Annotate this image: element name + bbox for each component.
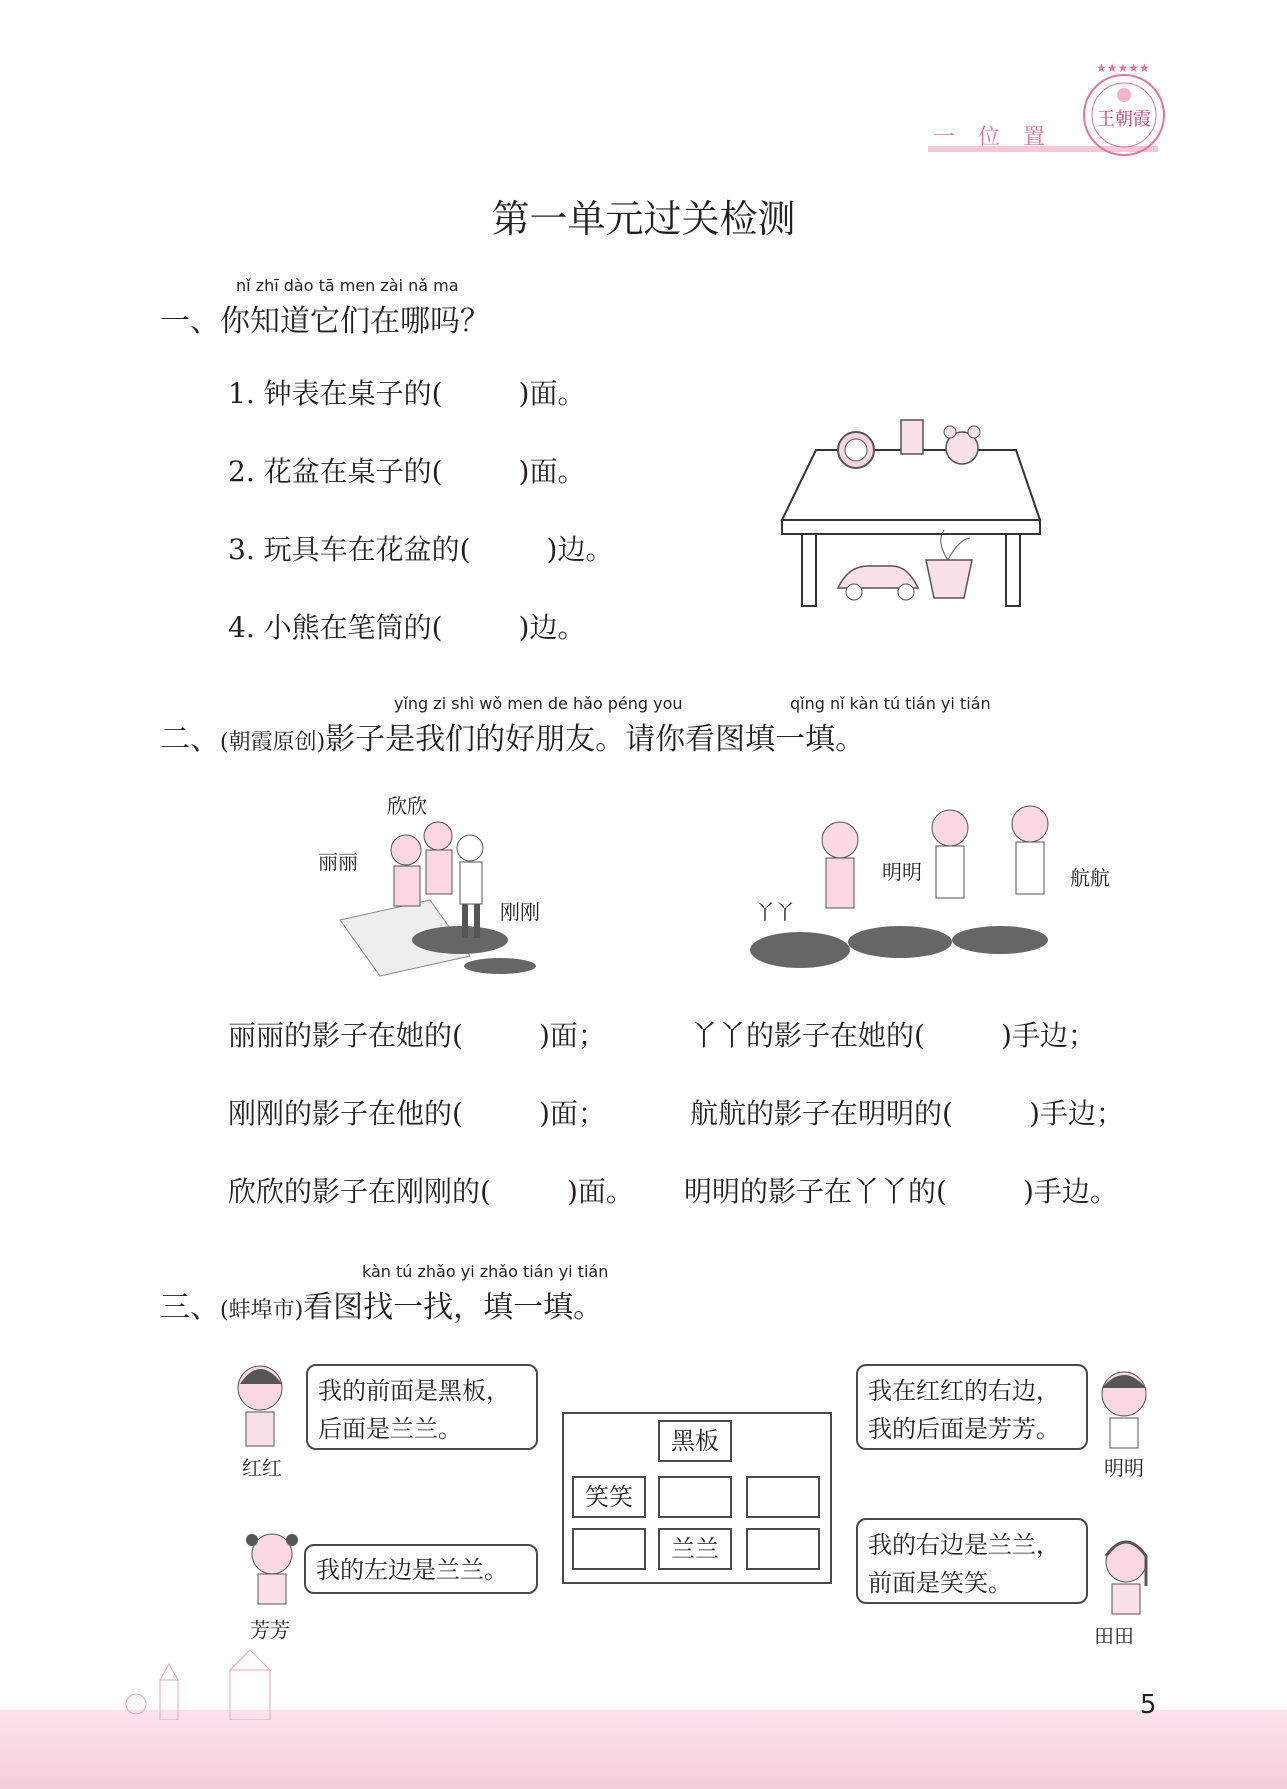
page-number: 5 (1140, 1690, 1157, 1720)
name-label-tiantian: 田田 (1094, 1624, 1134, 1648)
answer-blank[interactable] (463, 1021, 539, 1055)
name-label-yaya: 丫丫 (755, 900, 795, 924)
brand-logo-seal (1074, 60, 1174, 160)
speech-bubble-fangfang: 我的左边是兰兰。 (304, 1544, 538, 1594)
shadow-illustration-right (750, 800, 1080, 980)
answer-blank[interactable] (491, 1177, 567, 1211)
seat-xiaoxiao: 笑笑 (572, 1476, 646, 1518)
girl-fangfang-illustration (240, 1528, 310, 1608)
section2-pinyin-a: yǐng zi shì wǒ men de hǎo péng you (394, 694, 683, 713)
section3-heading: 三、(蚌埠市)看图找一找，填一填。 (160, 1290, 604, 1325)
name-label-mingming: 明明 (882, 860, 922, 884)
shadow-question-3: 刚刚的影子在他的( )面； (228, 1092, 606, 1133)
svg-text:王朝霞: 王朝霞 (1097, 109, 1151, 130)
question-1: 1. 钟表在桌子的( )面。 (228, 372, 585, 413)
name-label-honghong: 红红 (242, 1456, 282, 1480)
seat-blank[interactable] (746, 1476, 820, 1518)
name-label-mingming-s3: 明明 (1104, 1456, 1144, 1480)
speech-bubble-honghong: 我的前面是黑板， 后面是兰兰。 (306, 1364, 538, 1450)
question-2: 2. 花盆在桌子的( )面。 (228, 450, 585, 491)
section3-pinyin: kàn tú zhǎo yi zhǎo tián yi tián (362, 1262, 609, 1281)
answer-blank[interactable] (953, 1099, 1029, 1133)
answer-blank[interactable] (443, 457, 519, 491)
section1-pinyin: nǐ zhī dào tā men zài nǎ ma (236, 276, 459, 295)
shadow-question-2: 丫丫的影子在她的( )手边； (690, 1014, 1096, 1055)
answer-blank[interactable] (443, 613, 519, 647)
source-note: (蚌埠市) (220, 1298, 304, 1323)
name-label-xinxin: 欣欣 (387, 794, 427, 818)
svg-text:★★★★★: ★★★★★ (1096, 61, 1150, 75)
answer-blank[interactable] (443, 379, 519, 413)
shadow-illustration-left (310, 780, 580, 980)
name-label-lili: 丽丽 (318, 850, 358, 874)
footer-band (0, 1710, 1287, 1789)
section2-heading: 二、(朝霞原创)影子是我们的好朋友。请你看图填一填。 (160, 722, 866, 757)
seat-blackboard: 黑板 (658, 1420, 732, 1462)
question-4: 4. 小熊在笔筒的( )边。 (228, 606, 585, 647)
seat-lanlan: 兰兰 (658, 1528, 732, 1570)
source-note: (朝霞原创) (220, 730, 326, 755)
section1-heading: 一、你知道它们在哪吗？ (160, 304, 490, 339)
name-label-ganggang: 刚刚 (500, 900, 540, 924)
name-label-fangfang: 芳芳 (250, 1618, 290, 1642)
seat-blank[interactable] (746, 1528, 820, 1570)
section-tag-label: 一 位 置 (933, 125, 1053, 150)
table-illustration (776, 410, 1052, 610)
shadow-question-6: 明明的影子在丫丫的( )手边。 (684, 1170, 1118, 1211)
question-3: 3. 玩具车在花盆的( )边。 (228, 528, 613, 569)
shadow-question-1: 丽丽的影子在她的( )面； (228, 1014, 606, 1055)
answer-blank[interactable] (471, 535, 547, 569)
page-title: 第一单元过关检测 (491, 197, 796, 241)
section2-pinyin-b: qǐng nǐ kàn tú tián yi tián (790, 694, 991, 713)
girl-honghong-illustration (228, 1360, 298, 1450)
speech-bubble-mingming: 我在红红的右边， 我的后面是芳芳。 (856, 1364, 1088, 1450)
boy-mingming-illustration (1088, 1366, 1158, 1450)
speech-bubble-tiantian: 我的右边是兰兰， 前面是笑笑。 (856, 1518, 1088, 1604)
girl-tiantian-illustration (1090, 1534, 1160, 1618)
shadow-question-5: 欣欣的影子在刚刚的( )面。 (228, 1170, 634, 1211)
answer-blank[interactable] (925, 1021, 1001, 1055)
seat-blank[interactable] (572, 1528, 646, 1570)
castle-decoration (120, 1650, 340, 1720)
answer-blank[interactable] (463, 1099, 539, 1133)
answer-blank[interactable] (947, 1177, 1023, 1211)
seat-blank[interactable] (658, 1476, 732, 1518)
name-label-hanghang: 航航 (1070, 866, 1110, 890)
shadow-question-4: 航航的影子在明明的( )手边； (690, 1092, 1124, 1133)
